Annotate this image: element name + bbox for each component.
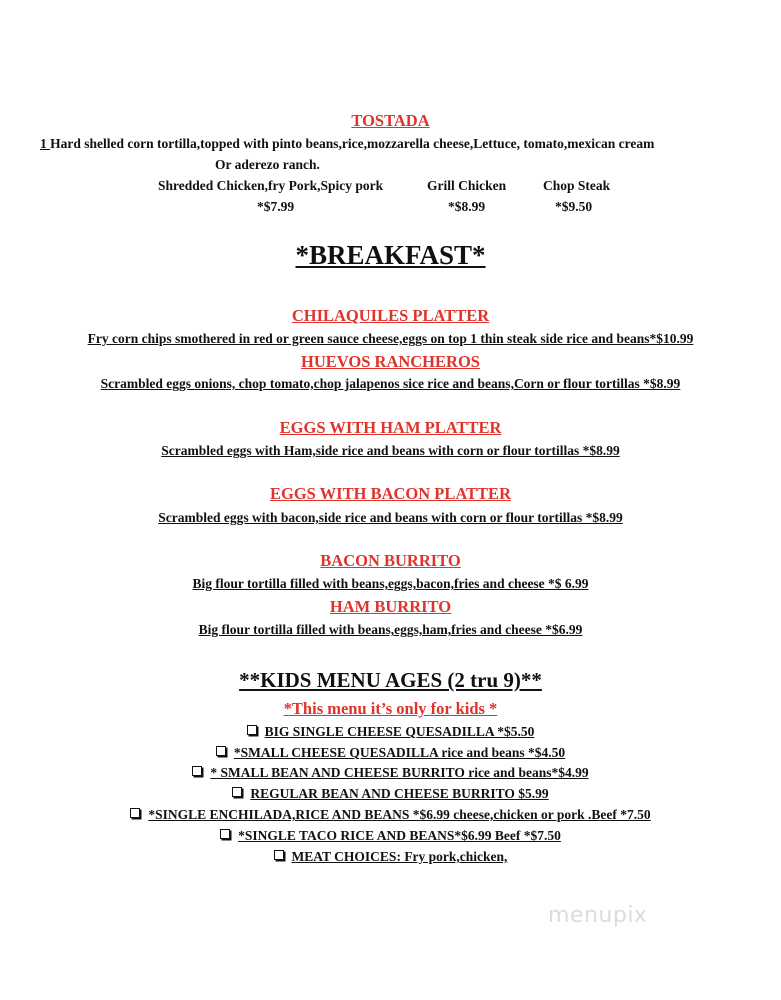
breakfast-item-name: EGGS WITH BACON PLATTER	[270, 484, 511, 503]
breakfast-item-name: HUEVOS RANCHEROS	[301, 352, 480, 371]
kids-menu-item-label: *SINGLE TACO RICE AND BEANS*$6.99 Beef *$7.50	[238, 828, 561, 843]
breakfast-item-desc: Scrambled eggs with bacon,side rice and beans with corn or flour tortillas *$8.99	[158, 510, 623, 525]
breakfast-item-desc: Big flour tortilla filled with beans,eggs,ham,fries and cheese *$6.99	[198, 622, 583, 637]
tostada-count: 1	[40, 136, 51, 151]
breakfast-item-name: HAM BURRITO	[329, 597, 452, 616]
breakfast-item-desc: Scrambled eggs onions, chop tomato,chop jalapenos sice rice and beans,Corn or flour tortillas *$8.99	[100, 376, 681, 391]
kids-menu-item	[0, 807, 781, 823]
checkbox-icon	[232, 787, 242, 797]
breakfast-item-desc: Big flour tortilla filled with beans,eggs,bacon,fries and cheese *$ 6.99	[192, 576, 589, 591]
kids-menu-item	[0, 724, 781, 740]
tostada-option-price: *$9.50	[555, 199, 593, 214]
checkbox-icon	[220, 829, 230, 839]
kids-menu-item-label: *SMALL CHEESE QUESADILLA rice and beans *$4.50	[233, 745, 566, 760]
menupix-watermark: menupix	[548, 903, 648, 928]
breakfast-item-desc: Scrambled eggs with Ham,side rice and beans with corn or flour tortillas *$8.99	[161, 443, 620, 458]
kids-menu-item	[0, 849, 781, 865]
kids-menu-item-label: * SMALL BEAN AND CHEESE BURRITO rice and beans*$4.99	[210, 765, 589, 780]
tostada-option-price: *$7.99	[257, 199, 295, 214]
breakfast-title: *BREAKFAST*	[295, 240, 486, 270]
tostada-option-price: *$8.99	[448, 199, 486, 214]
checkbox-icon	[247, 725, 257, 735]
kids-menu-item	[0, 828, 781, 844]
checkbox-icon	[216, 746, 226, 756]
tostada-option-name: Grill Chicken	[427, 178, 507, 193]
kids-menu-item	[0, 745, 781, 761]
breakfast-item-desc: Fry corn chips smothered in red or green sauce cheese,eggs on top 1 thin steak side rice and beans*$10.99	[87, 331, 694, 346]
tostada-description	[40, 136, 654, 152]
checkbox-icon	[274, 850, 284, 860]
checkbox-icon	[130, 808, 140, 818]
tostada-description-text: Hard shelled corn tortilla,topped with pinto beans,rice,mozzarella cheese,Lettuce, tomato,mexican cream	[50, 136, 655, 151]
tostada-title: TOSTADA	[351, 111, 430, 130]
checkbox-icon	[192, 766, 202, 776]
tostada-option-name: Shredded Chicken,fry Pork,Spicy pork	[158, 178, 384, 193]
kids-menu-item-label: MEAT CHOICES: Fry pork,chicken,	[291, 849, 508, 864]
kids-menu-item-label: REGULAR BEAN AND CHEESE BURRITO $5.99	[250, 786, 549, 801]
kids-menu-note: *This menu it’s only for kids *	[283, 699, 498, 718]
tostada-description-line2: Or aderezo ranch.	[215, 157, 320, 172]
kids-menu-item	[0, 765, 781, 781]
tostada-option-name: Chop Steak	[543, 178, 611, 193]
breakfast-item-name: BACON BURRITO	[320, 551, 461, 570]
breakfast-item-name: EGGS WITH HAM PLATTER	[279, 418, 502, 437]
kids-menu-item-label: *SINGLE ENCHILADA,RICE AND BEANS *$6.99 cheese,chicken or pork .Beef *7.50	[148, 807, 651, 822]
kids-menu-title: **KIDS MENU AGES (2 tru 9)**	[239, 668, 542, 692]
kids-menu-item-label: BIG SINGLE CHEESE QUESADILLA *$5.50	[264, 724, 535, 739]
kids-menu-item	[0, 786, 781, 802]
breakfast-item-name: CHILAQUILES PLATTER	[291, 306, 490, 325]
